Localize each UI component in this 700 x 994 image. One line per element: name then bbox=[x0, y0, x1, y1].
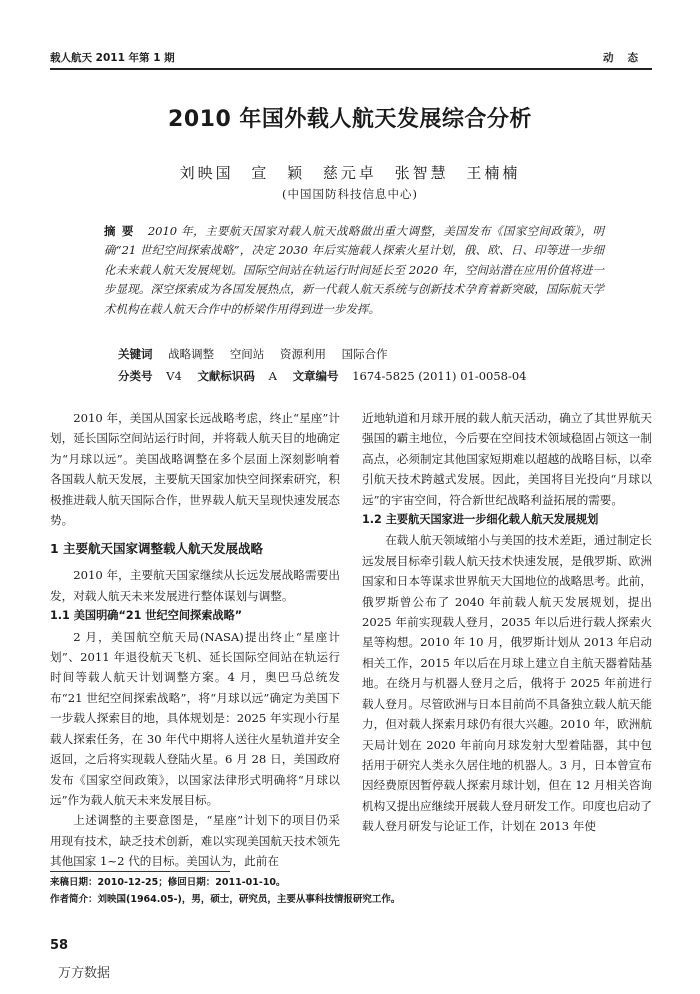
section-name: 动态 bbox=[603, 52, 652, 64]
paragraph: 2010 年，主要航天国家继续从长远发展战略需要出发，对载人航天未来发展进行整体谋划与调整。 bbox=[50, 568, 340, 603]
section-heading-1-2: 1.2 主要航天国家进一步细化载人航天发展规划 bbox=[362, 513, 599, 527]
watermark: 万方数据 bbox=[58, 966, 111, 981]
clc-value: V4 bbox=[166, 369, 182, 383]
article-id-label: 文章编号 bbox=[292, 369, 339, 383]
classification-line bbox=[118, 368, 618, 384]
keyword: 战略调整 bbox=[168, 347, 215, 361]
journal-name: 载人航天 2011 年第 1 期 bbox=[50, 52, 175, 64]
keywords-label: 关键词 bbox=[118, 347, 153, 361]
paragraph: 2 月，美国航空航天局(NASA)提出终止“星座计划”、2011 年退役航天飞机、延长国际空间站在轨运行时间等载人航天计划调整方案。4 月，奥巴马总统发布“21 世纪空间探索战略”，将“月球以远”确定为美国下一步载人探索目的地，具体规划是：2025 年实现小行星载人探索任务，在 30 年代中期将人送往火星轨道并安全返回，之后将实现载人登陆火星。6 月 28 日，美国政府发布《国家空间政策》，以国家法律形式明确将“月球以远”作为载人航天未来发展目标。 bbox=[50, 629, 340, 807]
keyword: 国际合作 bbox=[341, 347, 388, 361]
paragraph: 2010 年，美国从国家长远战略考虑，终止“星座”计划，延长国际空间站运行时间，并将载人航天目的地确定为“月球以远”。美国战略调整在多个层面上深刻影响着各国载人航天发展，主要航天国家加快空间探索研究，积极推进载人航天国际合作，世界载人航天呈现快速发展态势。 bbox=[50, 411, 340, 528]
abstract-text: 2010 年，主要航天国家对载人航天战略做出重大调整，美国发布《国家空间政策》，明确“21 世纪空间探索战略”，决定 2030 年后实施载人探索火星计划，俄、欧、日、印等进一步细化未来载人航天发展规划。国际空间站在轨运行时间延长至 2020 年，空间站潜在应用价值将进一步显现。深空探索成为各国发展热点，新一代载人航天系统与创新技术孕育着新突破，国际航天学术机构在载人航天合作中的桥梁作用得到进一步发挥。 bbox=[104, 224, 605, 316]
section-heading-1-1: 1.1 美国明确“21 世纪空间探索战略” bbox=[50, 609, 243, 623]
left-column bbox=[50, 408, 340, 872]
paragraph: 近地轨道和月球开展的载人航天活动，确立了其世界航天强国的霸主地位，今后要在空间技术领域稳固占领这一制高点，必须制定其他国家短期难以超越的战略目标，以牵引航天技术跨越式发展。因此，美国将目光投向“月球以远”的宇宙空间，符合新世纪战略利益拓展的需要。 bbox=[362, 411, 652, 507]
clc-label: 分类号 bbox=[118, 369, 153, 383]
page-number: 58 bbox=[50, 938, 69, 953]
paragraph: 上述调整的主要意图是，“星座”计划下的项目仍采用现有技术，缺乏技术创新，难以实现美国航天技术领先其他国家 1~2 代的目标。美国认为，此前在 bbox=[50, 813, 340, 869]
authors: 刘映国 宣 颖 慈元卓 张智慧 王楠楠 bbox=[179, 164, 521, 182]
header-divider bbox=[50, 68, 652, 70]
keywords bbox=[118, 346, 618, 362]
footnote-divider bbox=[50, 871, 230, 872]
section-heading-1: 1 主要航天国家调整载人航天发展战略 bbox=[50, 541, 264, 557]
article-title: 2010 年国外载人航天发展综合分析 bbox=[168, 107, 532, 132]
paragraph: 在载人航天领域缩小与美国的技术差距，通过制定长远发展目标牵引载人航天技术快速发展，是俄罗斯、欧洲国家和日本等谋求世界航天大国地位的战略思考。此前，俄罗斯曾公布了 2040 年前载人航天发展规划，提出 2025 年前实现载人登月，2035 年以后进行载人探索火星等构想。2010 年 10 月，俄罗斯计划从 2013 年启动相关工作，2015 年以后在月球上建立自主航天器着陆基地。在绕月与机器人登月之后，俄将于 2025 年前进行载人登月。尽管欧洲与日本目前尚不具备独立载人航天能力，但对载人探索月球仍有很大兴趣。2010 年，欧洲航天局计划在 2020 年前向月球发射大型着陆器，其中包括用于研究人类永久居住地的机器人。3 月，日本曾宣布因经费原因暂停载人探索月球计划，但在 12 月相关咨询机构又提出应继续开展载人登月研发工作。印度也启动了载人登月研发与论证工作，计划在 2013 年使 bbox=[362, 533, 652, 834]
keyword: 资源利用 bbox=[279, 347, 326, 361]
footnote-author: 作者简介：刘映国(1964.05-)，男，硕士，研究员，主要从事科技情报研究工作。 bbox=[50, 894, 401, 905]
abstract-label: 摘要 bbox=[104, 224, 140, 238]
running-header bbox=[50, 50, 652, 66]
article-id-value: 1674-5825 (2011) 01-0058-04 bbox=[352, 369, 527, 383]
right-column bbox=[362, 408, 652, 837]
doc-code-value: A bbox=[268, 369, 277, 383]
doc-code-label: 文献标识码 bbox=[197, 369, 255, 383]
footnote-dates: 来稿日期：2010-12-25；修回日期：2011-01-10。 bbox=[50, 877, 286, 888]
affiliation: (中国国防科技信息中心) bbox=[282, 187, 418, 201]
keyword: 空间站 bbox=[229, 347, 265, 361]
abstract bbox=[104, 222, 604, 319]
